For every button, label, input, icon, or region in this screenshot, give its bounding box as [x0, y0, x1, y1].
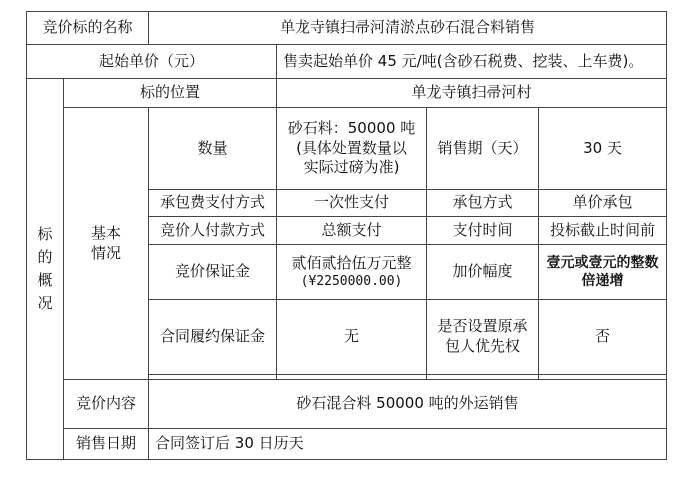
sales-period-value: 30 天 — [539, 108, 667, 190]
priority-value: 否 — [539, 300, 667, 375]
quantity-value — [277, 108, 427, 190]
basic-info-label — [64, 108, 149, 380]
sales-period-label: 销售期（天） — [427, 108, 539, 190]
priority-label-text: 是否设置原承 包人优先权 — [437, 317, 528, 355]
increment-label: 加价幅度 — [427, 245, 539, 300]
quantity-value-text: 砂石料：50000 吨 (具体处置数量以 实际过磅为准) — [287, 118, 416, 177]
location-value: 单龙寺镇扫帚河村 — [277, 79, 667, 108]
overview-side-text: 标 的 概 况 — [37, 224, 53, 313]
quantity-label: 数量 — [149, 108, 277, 190]
table-row — [27, 45, 667, 79]
table-row — [27, 12, 667, 45]
table-row — [27, 108, 667, 190]
start-price-label: 起始单价（元） — [27, 45, 277, 79]
item-name-label: 竞价标的名称 — [27, 12, 149, 45]
start-price-value: 售卖起始单价 45 元/吨(含砂石税费、挖装、上车费)。 — [277, 45, 667, 79]
bid-content-value: 砂石混合料 50000 吨的外运销售 — [149, 380, 667, 429]
payment-time-value: 投标截止时间前 — [539, 217, 667, 245]
bidder-payment-label: 竞价人付款方式 — [149, 217, 277, 245]
basic-info-text: 基本 情况 — [91, 223, 122, 262]
location-label: 标的位置 — [64, 79, 277, 108]
increment-value-text: 壹元或壹元的整数 倍递增 — [546, 254, 659, 289]
increment-value — [539, 245, 667, 300]
table-row — [27, 79, 667, 108]
table-row — [27, 429, 667, 460]
bid-info-table — [26, 11, 667, 460]
contract-mode-value: 单价承包 — [539, 190, 667, 217]
bidder-payment-value: 总额支付 — [277, 217, 427, 245]
performance-deposit-value: 无 — [277, 300, 427, 375]
table-row — [27, 380, 667, 429]
priority-label — [427, 300, 539, 375]
contract-mode-label: 承包方式 — [427, 190, 539, 217]
deposit-value — [277, 245, 427, 300]
sales-date-label: 销售日期 — [64, 429, 149, 460]
fee-payment-label: 承包费支付方式 — [149, 190, 277, 217]
fee-payment-value: 一次性支付 — [277, 190, 427, 217]
deposit-label: 竞价保证金 — [149, 245, 277, 300]
deposit-value-words: 贰佰贰拾伍万元整 — [291, 253, 412, 272]
sales-date-value: 合同签订后 30 日历天 — [149, 429, 667, 460]
overview-side-label — [27, 79, 64, 460]
deposit-value-number: (¥2250000.00) — [300, 274, 403, 290]
bid-content-label: 竞价内容 — [64, 380, 149, 429]
payment-time-label: 支付时间 — [427, 217, 539, 245]
performance-deposit-label: 合同履约保证金 — [149, 300, 277, 375]
item-name-value: 单龙寺镇扫帚河清淤点砂石混合料销售 — [149, 12, 667, 45]
